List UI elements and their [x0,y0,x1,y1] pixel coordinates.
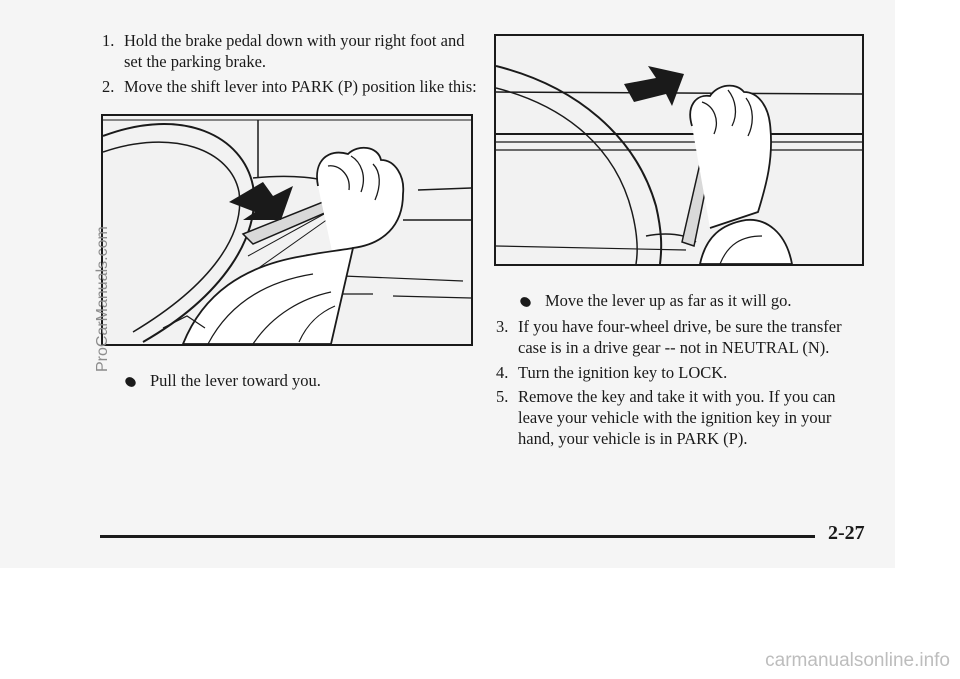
step-number: 4. [496,363,509,382]
step-text-line: Turn the ignition key to LOCK. [518,363,728,382]
step-2 [102,76,482,98]
step-text-line: Remove the key and take it with you. If you can [518,387,836,406]
step-text-line: leave your vehicle with the ignition key in your [518,408,832,427]
figure-move-lever-up [494,34,864,266]
footer-rule [100,535,815,538]
step-text-line: Hold the brake pedal down with your right foot and [124,31,465,50]
step-text-line: set the parking brake. [124,52,267,71]
bullet-pull-lever [124,370,424,392]
step-text-line: hand, your vehicle is in PARK (P). [518,429,748,448]
illustration-steering-column-lever [103,116,471,344]
side-watermark: ProCarManuals.com [94,226,111,372]
step-5 [496,386,866,452]
page-number: 2-27 [828,522,865,544]
bullet-text: Pull the lever toward you. [150,371,321,390]
step-3 [496,316,866,360]
step-1 [102,30,482,74]
illustration-lever-up [496,36,862,264]
bullet-icon [124,375,137,388]
step-number: 5. [496,387,509,406]
step-number: 2. [102,77,115,96]
bottom-watermark: carmanualsonline.info [765,650,950,671]
bullet-text: Move the lever up as far as it will go. [545,291,792,310]
step-text-line: Move the shift lever into PARK (P) position like this: [124,77,477,96]
step-text-line: If you have four-wheel drive, be sure the transfer [518,317,842,336]
bullet-icon [519,295,532,308]
step-number: 1. [102,31,115,50]
step-text-line: case is in a drive gear -- not in NEUTRAL (N). [518,338,830,357]
step-4 [496,362,866,384]
bullet-move-lever-up [519,290,859,312]
step-number: 3. [496,317,509,336]
figure-pull-lever [101,114,473,346]
